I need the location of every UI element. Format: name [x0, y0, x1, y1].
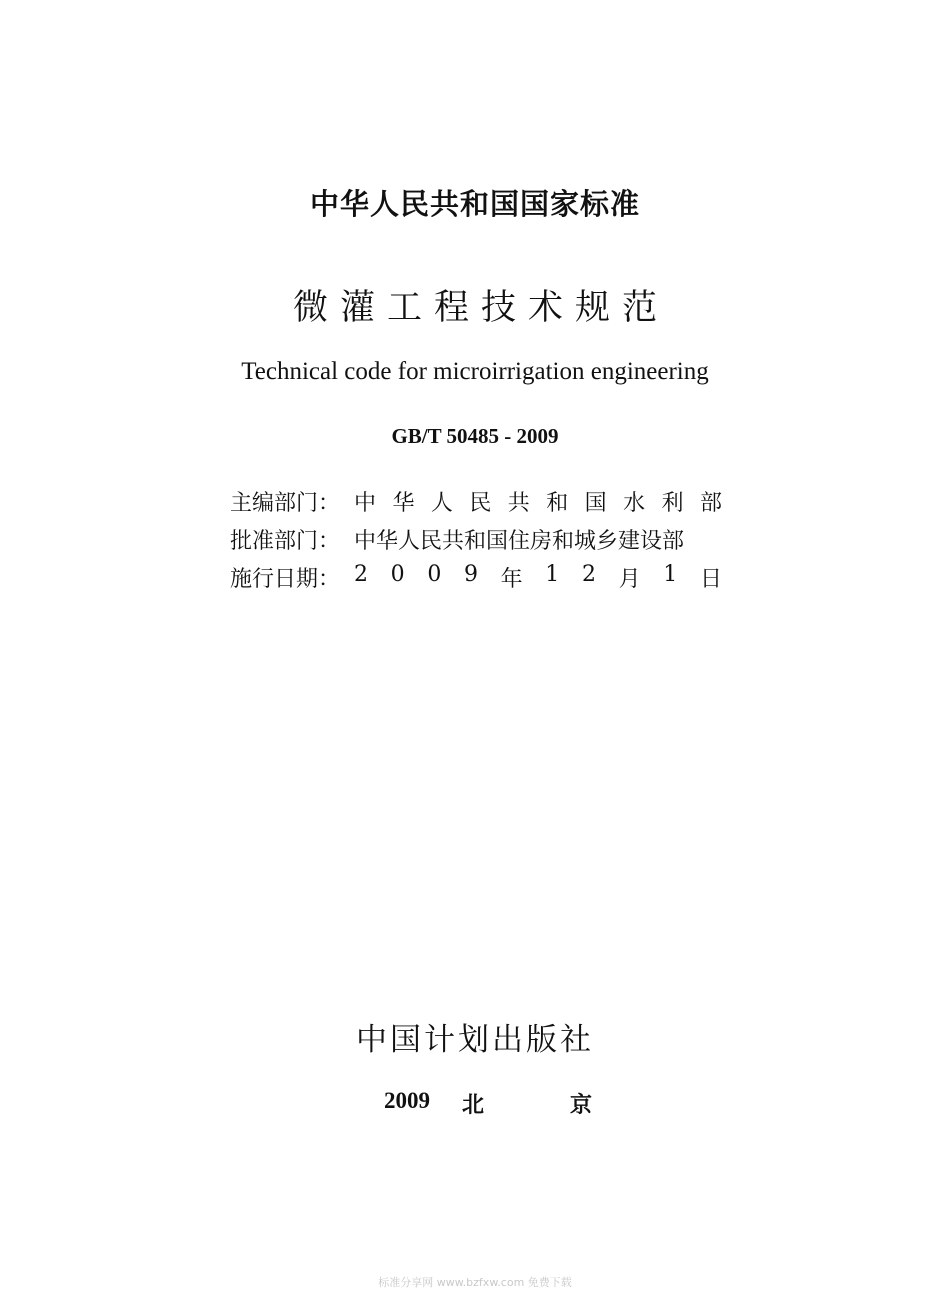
date-char: 2: [354, 562, 368, 587]
approver-department-label: 批准部门：: [230, 529, 341, 554]
publication-year-city: [384, 1088, 592, 1119]
date-char: 月: [618, 567, 641, 592]
standard-type-heading: 中华人民共和国国家标准: [309, 187, 640, 221]
document-title-english: Technical code for microirrigation engineering: [241, 358, 709, 385]
date-char: 年: [500, 567, 523, 592]
editor-char: 水: [623, 491, 646, 516]
date-char: 1: [545, 562, 560, 587]
editor-department-value: [354, 486, 722, 517]
date-char: 2: [581, 562, 596, 587]
date-char: 日: [699, 567, 722, 592]
date-char: 0: [390, 562, 405, 587]
editor-char: 人: [430, 491, 453, 516]
approver-department-row: [230, 524, 730, 555]
editor-char: 中: [354, 491, 377, 516]
editor-char: 利: [661, 491, 684, 516]
effective-date-label: 施行日期：: [230, 567, 341, 592]
document-title-chinese: 微灌工程技术规范: [292, 288, 669, 328]
editor-char: 国: [584, 491, 607, 516]
publication-year: 2009: [384, 1088, 430, 1113]
editor-char: 和: [546, 491, 569, 516]
approver-department-value: 中华人民共和国住房和城乡建设部: [354, 529, 685, 554]
footer-watermark-text: 标准分享网 www.bzfxw.com 免费下载: [378, 1276, 572, 1289]
date-char: 9: [463, 562, 478, 587]
publication-city: [462, 1088, 592, 1119]
effective-date-row: [230, 562, 730, 593]
city-char: 北: [462, 1093, 485, 1118]
editor-char: 民: [469, 491, 492, 516]
editor-char: 共: [507, 491, 530, 516]
editor-department-row: [230, 486, 730, 517]
editor-department-label: 主编部门：: [230, 491, 341, 516]
editor-char: 华: [392, 491, 415, 516]
editor-char: 部: [699, 491, 722, 516]
publisher-name: 中国计划出版社: [356, 1022, 594, 1058]
date-char: 1: [663, 562, 678, 587]
date-char: 0: [427, 562, 442, 587]
city-char: 京: [569, 1093, 592, 1118]
effective-date-value: [354, 562, 722, 593]
standard-code: GB/T 50485 - 2009: [391, 424, 559, 448]
